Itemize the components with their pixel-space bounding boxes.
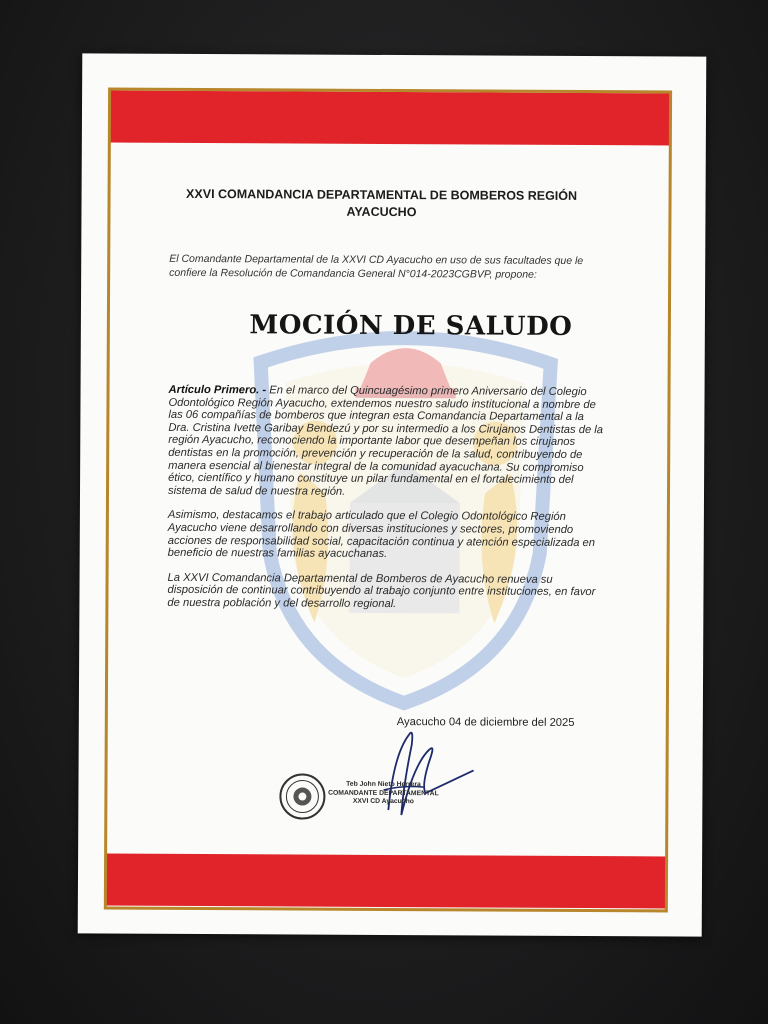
paragraph-text: La XXVI Comandancia Departamental de Bomberos de Ayacucho renueva su disposición de continuar contribuyendo al trabajo conjunto entre instituciones, en favor de nuestra población y del desarrollo regional. [167, 571, 596, 610]
signer-block [318, 781, 448, 807]
paragraph-article-first [168, 384, 607, 500]
paragraph-text: Asimismo, destacamos el trabajo articulado que el Colegio Odontológico Región Ayacucho viene desarrollando con diversas instituciones y sectores, promoviendo acciones de responsabilidad social, capacitación continua y atención especializada en beneficio de nuestras familias ayacuchanas. [167, 509, 596, 561]
paragraph-likewise [168, 509, 606, 562]
certificate-paper [78, 53, 707, 936]
document-title: MOCIÓN DE SALUDO [249, 310, 573, 342]
signer-unit: XXVI CD Ayacucho [352, 797, 414, 806]
body-text [167, 384, 606, 624]
paragraph-renewal [167, 572, 605, 612]
date-line: Ayacucho 04 de diciembre del 2025 [396, 716, 575, 729]
paragraph-text: En el marco del Quincuagésimo primero Aniversario del Colegio Odontológico Región Ayacucho, extendemos nuestro saludo institucional a nombre de las 06 compañías de bomberos que integran esta Comandancia Departamental a la Dra. Cristina Ivette Garibay Bendezú y por su intermedio a los Cirujanos Dentistas de la región Ayacucho, reconociendo la importante labor que desempeñan los cirujanos dentistas en la promoción, prevención y recuperación de la salud, contribuyendo de manera esencial al bienestar integral de la comunidad ayacuchana. Su compromiso ético, científico y humano constituye un pilar fundamental en el fortalecimiento del sistema de salud de nuestra región. [167, 384, 604, 498]
signer-role: COMANDANTE DEPARTAMENTAL [328, 789, 439, 797]
handwritten-signature-icon [333, 715, 494, 826]
article-lead: Artículo Primero. - [168, 383, 267, 397]
signer-name: Teb John Nieto Herrera [346, 780, 421, 789]
document-heading: XXVI COMANDANCIA DEPARTAMENTAL DE BOMBEROS REGIÓN AYACUCHO [186, 186, 578, 220]
intro-text: El Comandante Departamental de la XXVI CD Ayacucho en uso de sus facultades que le confiere la Resolución de Comandancia General N°014-2023CGBVP, propone: [169, 252, 584, 281]
